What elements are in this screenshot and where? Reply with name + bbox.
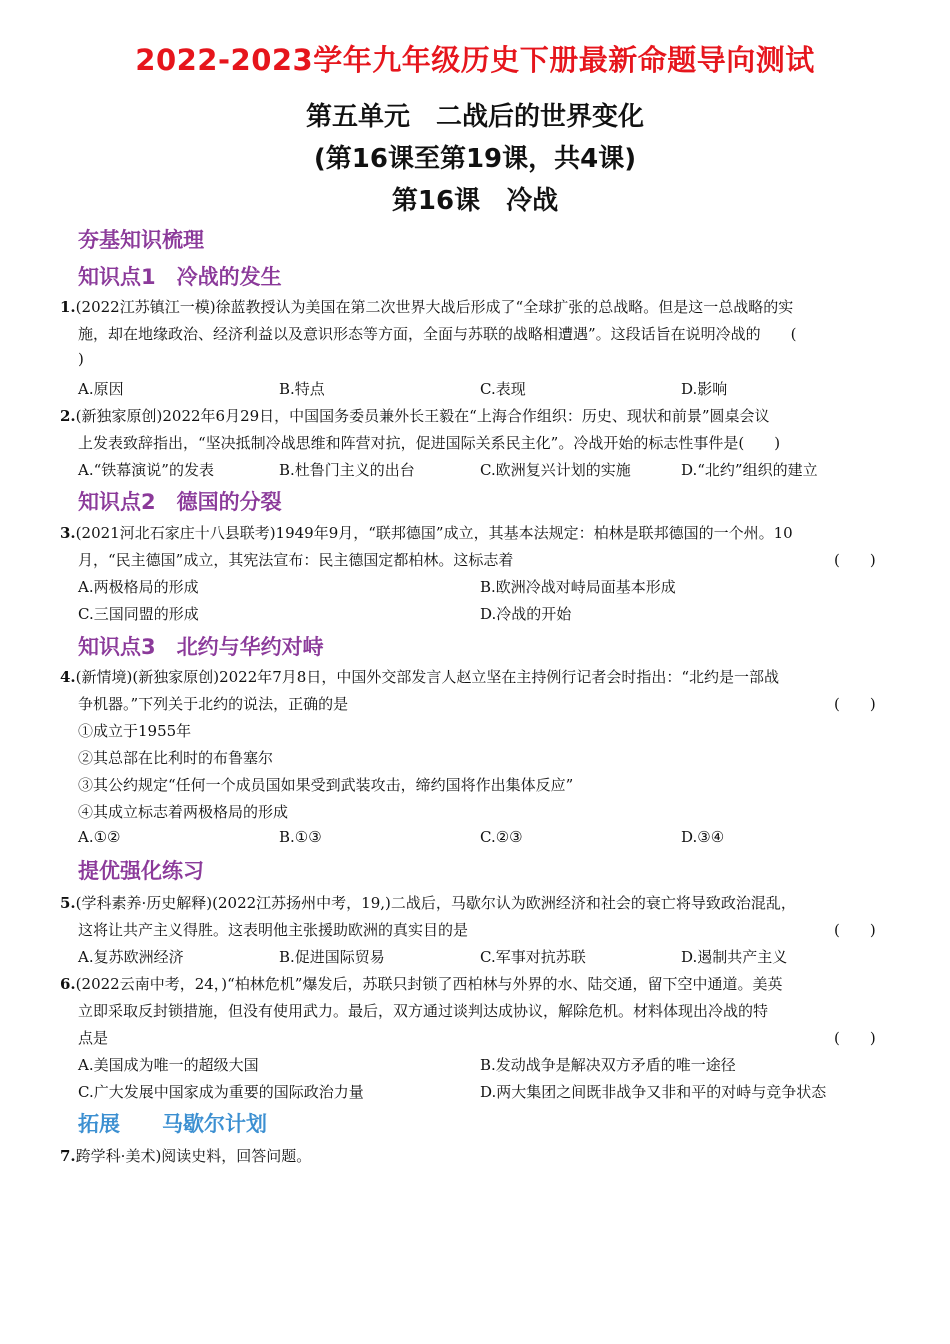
unit-title: 第五单元 二战后的世界变化 bbox=[305, 102, 644, 132]
section-base-knowledge: 夯基知识梳理 bbox=[78, 228, 204, 252]
q1-option-c: C.表现 bbox=[480, 380, 526, 398]
question-number: 5. bbox=[60, 894, 76, 912]
q3-option-d: D.冷战的开始 bbox=[480, 605, 572, 623]
q4-option-a: A.①② bbox=[78, 828, 121, 846]
q2-option-b: B.杜鲁门主义的出台 bbox=[279, 461, 415, 479]
q3-option-b: B.欧洲冷战对峙局面基本形成 bbox=[480, 578, 676, 596]
question-4-line-1: 4.(新情境)(新独家原创)2022年7月8日，中国外交部发言人赵立坚在主持例行记者会时指出：“北约是一部战 bbox=[60, 668, 780, 686]
q4-statement-1: ①成立于1955年 bbox=[78, 722, 192, 740]
q4-statement-4: ④其成立标志着两极格局的形成 bbox=[78, 803, 289, 821]
knowledge-point-1: 知识点1 冷战的发生 bbox=[78, 265, 282, 289]
answer-blank: ( ) bbox=[834, 1029, 876, 1047]
q3-option-c: C.三国同盟的形成 bbox=[78, 605, 199, 623]
question-number: 7. bbox=[60, 1147, 76, 1165]
question-4-line-2: 争机器。”下列关于北约的说法，正确的是 bbox=[78, 695, 349, 713]
q6-option-b: B.发动战争是解决双方矛盾的唯一途径 bbox=[480, 1056, 736, 1074]
question-6-line-2: 立即采取反封锁措施，但没有使用武力。最后，双方通过谈判达成协议，解除危机。材料体现出冷战的特 bbox=[78, 1002, 769, 1020]
question-number: 2. bbox=[60, 407, 76, 425]
q6-option-a: A.美国成为唯一的超级大国 bbox=[78, 1056, 259, 1074]
question-6-line-1: 6.(2022云南中考，24，)“柏林危机”爆发后，苏联只封锁了西柏林与外界的水、陆交通，留下空中通道。美英 bbox=[60, 975, 783, 993]
question-number: 4. bbox=[60, 668, 76, 686]
exam-title: 2022-2023学年九年级历史下册最新命题导向测试 bbox=[135, 43, 815, 77]
q4-statement-2: ②其总部在比利时的布鲁塞尔 bbox=[78, 749, 274, 767]
question-3-line-1: 3.(2021河北石家庄十八县联考)1949年9月，“联邦德国”成立，其基本法规定：柏林是联邦德国的一个州。10 bbox=[60, 524, 793, 542]
answer-blank: ( ) bbox=[834, 695, 876, 713]
question-5-line-1: 5.(学科素养·历史解释)(2022江苏扬州中考，19,)二战后，马歇尔认为欧洲经济和社会的衰亡将导致政治混乱， bbox=[60, 894, 796, 912]
q2-option-a: A.“铁幕演说”的发表 bbox=[78, 461, 214, 479]
q3-option-a: A.两极格局的形成 bbox=[78, 578, 199, 596]
q5-option-b: B.促进国际贸易 bbox=[279, 948, 385, 966]
q1-option-d: D.影响 bbox=[681, 380, 728, 398]
answer-blank: ( ) bbox=[834, 551, 876, 569]
q2-option-d: D.“北约”组织的建立 bbox=[681, 461, 818, 479]
lesson-title: 第16课 冷战 bbox=[391, 186, 559, 216]
question-3-line-2: 月，“民主德国”成立，其宪法宣布：民主德国定都柏林。这标志着 bbox=[78, 551, 514, 569]
question-number: 1. bbox=[60, 298, 76, 316]
question-number: 6. bbox=[60, 975, 76, 993]
q4-option-b: B.①③ bbox=[279, 828, 322, 846]
answer-blank: ( ) bbox=[834, 921, 876, 939]
q4-option-d: D.③④ bbox=[681, 828, 725, 846]
q5-option-d: D.遏制共产主义 bbox=[681, 948, 788, 966]
question-1-line-2: 施，却在地缘政治、经济利益以及意识形态等方面，全面与苏联的战略相遭遇”。这段话旨在说明冷战的 ( bbox=[78, 325, 797, 343]
q5-option-c: C.军事对抗苏联 bbox=[480, 948, 586, 966]
q6-option-c: C.广大发展中国家成为重要的国际政治力量 bbox=[78, 1083, 364, 1101]
question-1-line-1: 1.(2022江苏镇江一模)徐蓝教授认为美国在第二次世界大战后形成了“全球扩张的总战略。但是这一总战略的实 bbox=[60, 298, 794, 316]
question-2-line-2: 上发表致辞指出，“坚决抵制冷战思维和阵营对抗，促进国际关系民主化”。冷战开始的标志性事件是( ) bbox=[78, 434, 781, 452]
q4-option-c: C.②③ bbox=[480, 828, 523, 846]
question-5-line-2: 这将让共产主义得胜。这表明他主张援助欧洲的真实目的是 bbox=[78, 921, 469, 939]
q4-statement-3: ③其公约规定“任何一个成员国如果受到武装攻击，缔约国将作出集体反应” bbox=[78, 776, 574, 794]
section-advanced-practice: 提优强化练习 bbox=[78, 859, 204, 883]
question-2-line-1: 2.(新独家原创)2022年6月29日，中国国务委员兼外长王毅在“上海合作组织：历史、现状和前景”圆桌会议 bbox=[60, 407, 770, 425]
question-7-line-1: 7.跨学科·美术)阅读史料，回答问题。 bbox=[60, 1147, 312, 1165]
question-number: 3. bbox=[60, 524, 76, 542]
section-extension: 拓展 马歇尔计划 bbox=[78, 1112, 267, 1136]
q1-option-a: A.原因 bbox=[78, 380, 124, 398]
knowledge-point-2: 知识点2 德国的分裂 bbox=[78, 490, 282, 514]
question-6-line-3: 点是 bbox=[78, 1029, 109, 1047]
knowledge-point-3: 知识点3 北约与华约对峙 bbox=[78, 635, 324, 659]
q2-option-c: C.欧洲复兴计划的实施 bbox=[480, 461, 631, 479]
q1-option-b: B.特点 bbox=[279, 380, 325, 398]
question-1-line-3: ) bbox=[78, 350, 84, 368]
q6-option-d: D.两大集团之间既非战争又非和平的对峙与竞争状态 bbox=[480, 1083, 827, 1101]
q5-option-a: A.复苏欧洲经济 bbox=[78, 948, 184, 966]
lesson-range: (第16课至第19课，共4课) bbox=[313, 144, 637, 174]
